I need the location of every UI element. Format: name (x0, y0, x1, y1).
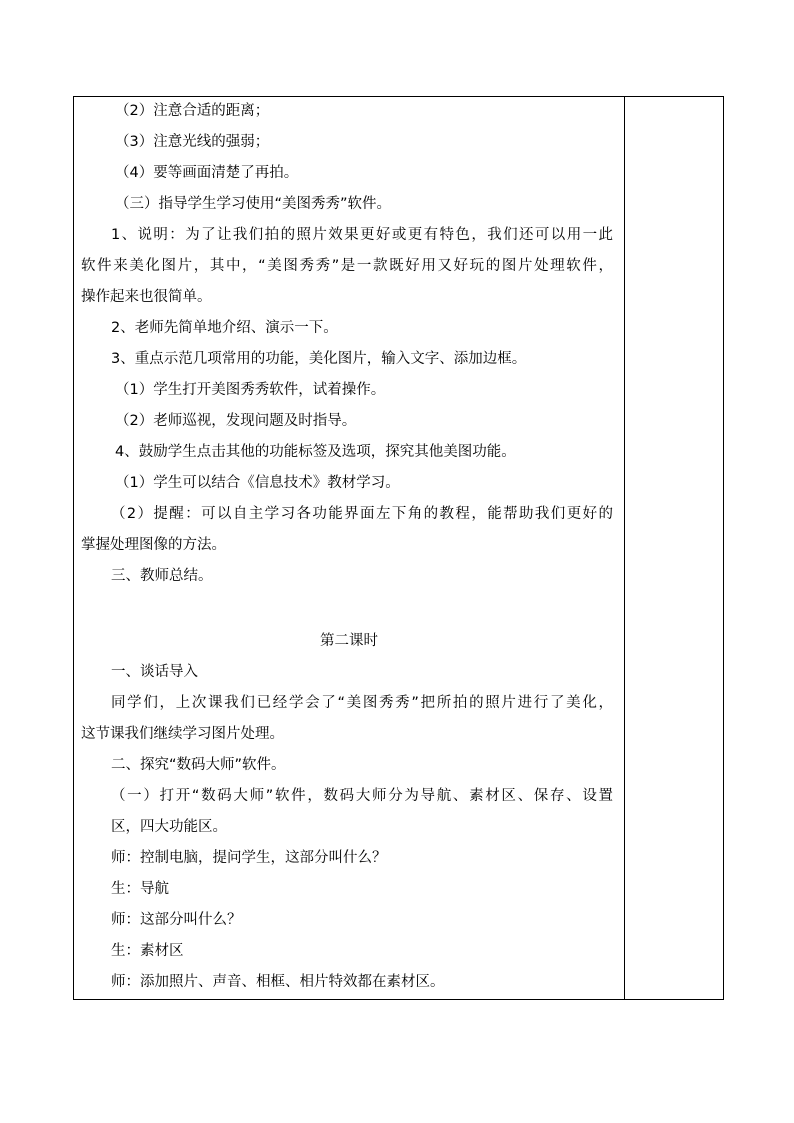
text-line: 同学们，上次课我们已经学会了“美图秀秀”把所拍的照片进行了美化， (111, 695, 613, 711)
text-line: 2、老师先简单地介绍、演示一下。 (111, 320, 338, 336)
text-line: 生：导航 (111, 881, 169, 897)
text-line: 操作起来也很简单。 (81, 289, 212, 305)
text-line: （2）注意合适的距离； (115, 103, 270, 119)
section-heading: 第二课时 (320, 633, 378, 649)
text-line: 师：添加照片、声音、相框、相片特效都在素材区。 (111, 974, 445, 990)
text-line: 三、教师总结。 (111, 568, 213, 584)
text-line: 二、探究“数码大师”软件。 (111, 757, 286, 773)
text-line: 师：这部分叫什么？ (111, 912, 242, 928)
text-line: 掌握处理图像的方法。 (81, 537, 226, 553)
notes-column (625, 97, 723, 999)
text-line: （2）老师巡视，发现问题及时指导。 (115, 413, 357, 429)
text-line: （一）打开“数码大师”软件，数码大师分为导航、素材区、保存、设置 (111, 788, 613, 804)
text-line: 软件来美化图片，其中，“美图秀秀”是一款既好用又好玩的图片处理软件， (81, 258, 613, 274)
text-line: 这节课我们继续学习图片处理。 (81, 726, 284, 742)
text-line: 4、鼓励学生点击其他的功能标签及选项，探究其他美图功能。 (115, 444, 516, 460)
text-line: 1、说明：为了让我们拍的照片效果更好或更有特色，我们还可以用一此 (111, 227, 613, 243)
text-line: （4）要等画面清楚了再拍。 (115, 165, 299, 181)
text-line: （1）学生打开美图秀秀软件，试着操作。 (115, 382, 386, 398)
text-line: 师：控制电脑，提问学生，这部分叫什么？ (111, 850, 387, 866)
text-line: （三）指导学生学习使用“美图秀秀”软件。 (115, 196, 392, 212)
text-line: 一、谈话导入 (111, 664, 198, 680)
text-line: （3）注意光线的强弱； (115, 134, 270, 150)
text-line: 生：素材区 (111, 943, 184, 959)
text-line: （1）学生可以结合《信息技术》教材学习。 (115, 475, 400, 491)
text-line: 3、重点示范几项常用的功能，美化图片，输入文字、添加边框。 (111, 351, 527, 367)
text-line: （2）提醒：可以自主学习各功能界面左下角的教程，能帮助我们更好的 (111, 506, 613, 522)
text-line: 区，四大功能区。 (111, 819, 227, 835)
lesson-table (73, 96, 724, 1000)
